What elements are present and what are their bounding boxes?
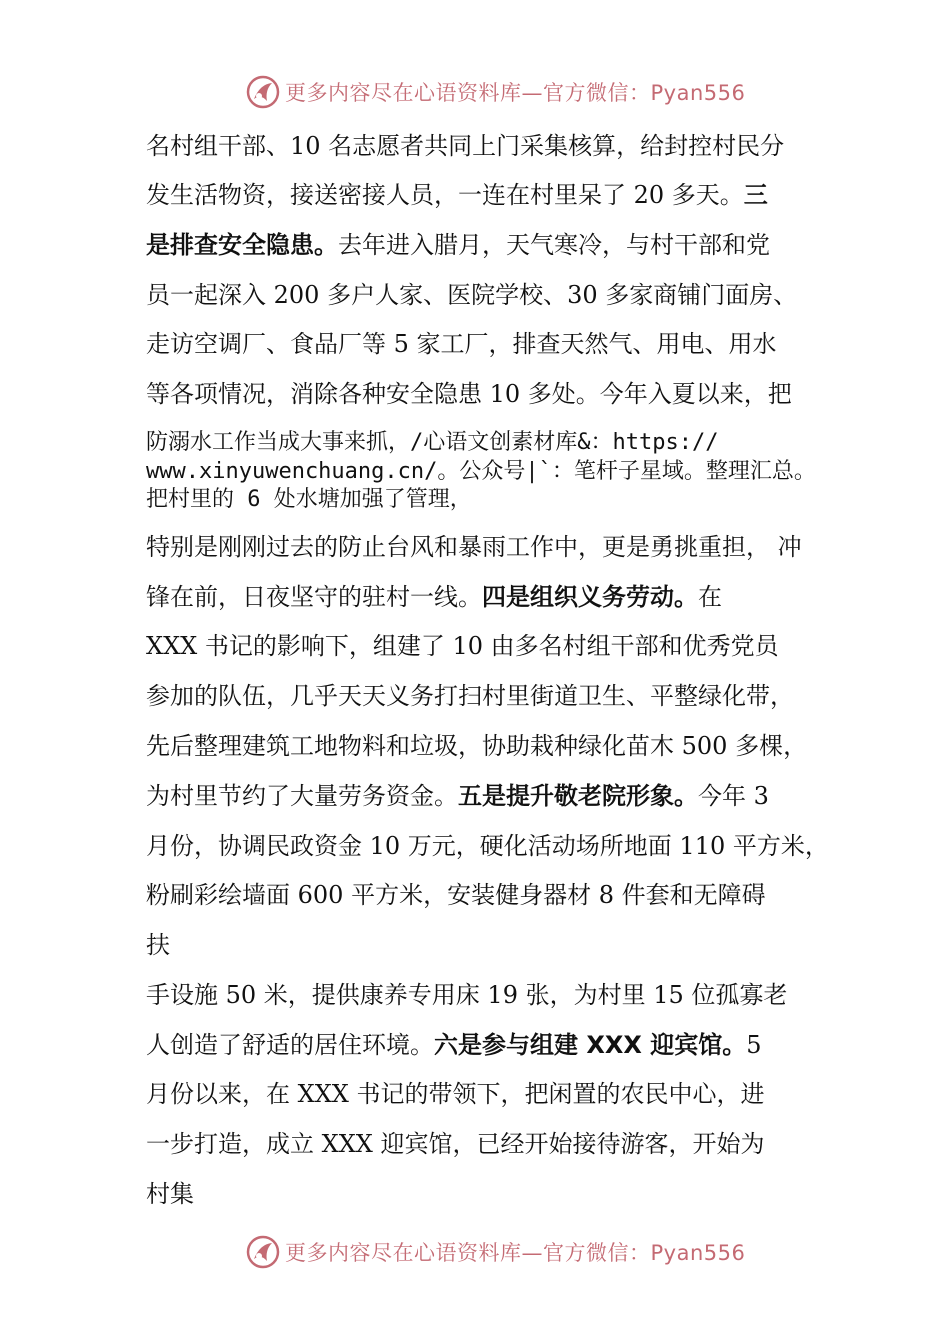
watermark-banner-bottom [245,1232,745,1272]
text-line: 发生活物资，接送密接人员，一连在村里呆了 20 多天。三 [146,181,768,209]
text-line: 把村里的 6 处水塘加强了管理， [146,487,472,512]
text-line: 等各项情况，消除各种安全隐患 10 多处。今年入夏以来，把 [146,380,792,408]
text-line: 粉刷彩绘墙面 600 平方米，安装健身器材 8 件套和无障碍 [146,881,766,909]
text-line: XXX 书记的影响下，组建了 10 由多名村组干部和优秀党员 [146,632,779,660]
watermark-banner-top [245,72,745,112]
text-line: 防溺水工作当成大事来抓，/心语文创素材库&：https:// [146,430,719,455]
text-line: 先后整理建筑工地物料和垃圾，协助栽种绿化苗木 500 多棵， [146,732,808,760]
seal-logo-icon [245,1234,281,1270]
seal-logo-icon [245,74,281,110]
text-line: 名村组干部、10 名志愿者共同上门采集核算，给封控村民分 [146,132,785,160]
text-line: www.xinyuwenchuang.cn/。公众号|`：笔杆子星域。整理汇总。 [146,459,816,484]
text-line: 是排查安全隐患。去年进入腊月，天气寒冷，与村干部和党 [146,231,770,259]
text-line: 一步打造，成立 XXX 迎宾馆，已经开始接待游客，开始为 [146,1130,765,1158]
text-line: 手设施 50 米，提供康养专用床 19 张，为村里 15 位孤寡老 [146,981,788,1009]
watermark-text: 更多内容尽在心语资料库—官方微信：Pyan556 [285,1241,746,1265]
text-line: 员一起深入 200 多户人家、医院学校、30 多家商铺门面房、 [146,281,798,309]
text-line: 走访空调厂、食品厂等 5 家工厂，排查天然气、用电、用水 [146,330,777,358]
text-line: 为村里节约了大量劳务资金。五是提升敬老院形象。今年 3 [146,782,769,810]
text-line: 锋在前，日夜坚守的驻村一线。四是组织义务劳动。在 [146,583,722,611]
text-line: 月份以来，在 XXX 书记的带领下，把闲置的农民中心，进 [146,1080,765,1108]
text-line: 扶 [146,931,170,959]
text-line: 人创造了舒适的居住环境。六是参与组建 XXX 迎宾馆。5 [146,1031,762,1059]
watermark-text: 更多内容尽在心语资料库—官方微信：Pyan556 [285,81,746,105]
text-line: 特别是刚刚过去的防止台风和暴雨工作中，更是勇挑重担， 冲 [146,533,802,561]
text-line: 村集 [146,1180,194,1208]
text-line: 参加的队伍，几乎天天义务打扫村里街道卫生、平整绿化带， [146,682,794,710]
text-line: 月份，协调民政资金 10 万元，硬化活动场所地面 110 平方米， [146,832,829,860]
